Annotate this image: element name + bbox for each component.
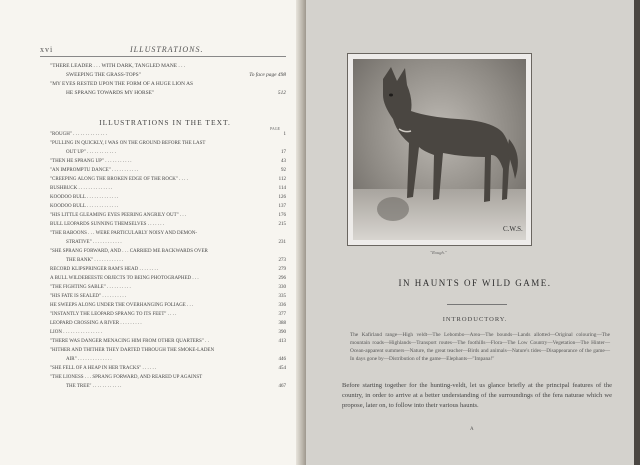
list-item-page: 335	[278, 294, 286, 299]
list-item-page: 413	[278, 339, 286, 344]
list-item-text: "AN IMPROMPTU DANCE" . . . . . . . . . . .	[50, 168, 139, 173]
list-item	[40, 311, 290, 320]
list-item-page: 112	[278, 177, 286, 182]
text-illustration-list	[40, 131, 290, 392]
list-item-text: LION . . . . . . . . . . . . . . . .	[50, 330, 102, 335]
list-item-page: 279	[278, 267, 286, 272]
list-item-page: 388	[278, 321, 286, 326]
list-item-text: HE SWEEPS ALONG UNDER THE OVERHANGING FOLIAGE . . .	[50, 303, 194, 308]
dog-illustration	[347, 53, 532, 246]
list-item	[40, 230, 290, 239]
list-item-text: OUT UP" . . . . . . . . . . . .	[66, 150, 116, 155]
dog-image	[353, 59, 526, 240]
list-item-text: RECORD KLIPSPRINGER RAM'S HEAD . . . . . . . .	[50, 267, 159, 272]
list-item	[40, 176, 290, 185]
left-page	[0, 0, 300, 465]
list-item-page: 1	[283, 132, 286, 137]
list-item	[40, 194, 290, 203]
list-item-text: HE SPRANG TOWARDS MY HORSE"	[66, 90, 155, 96]
list-item	[40, 347, 290, 356]
page-column-label: PAGE	[270, 126, 281, 131]
list-item-text: STRATIVE" . . . . . . . . . . . .	[66, 240, 122, 245]
list-item-page: 330	[278, 285, 286, 290]
list-item	[40, 266, 290, 275]
list-item-page: 512	[277, 90, 286, 96]
list-item	[40, 284, 290, 293]
list-item	[40, 212, 290, 221]
list-item-page: 17	[281, 150, 286, 155]
list-item-text: "THERE WAS DANGER MENACING HIM FROM OTHER QUARTERS" . .	[50, 339, 209, 344]
list-item-page: 454	[278, 366, 286, 371]
list-item	[40, 62, 290, 71]
list-item-text: THE TREE" . . . . . . . . . . . .	[66, 384, 122, 389]
list-item-text: KOODOO BULL . . . . . . . . . . . . .	[50, 195, 119, 200]
list-item-page: 176	[278, 213, 286, 218]
artist-initials: C.W.S.	[503, 225, 523, 233]
list-item	[40, 221, 290, 230]
list-item-page: 231	[278, 240, 286, 245]
list-item-text: LEOPARD CROSSING A RIVER . . . . . . . . .	[50, 321, 142, 326]
list-item-page: 114	[278, 186, 286, 191]
list-item	[40, 185, 290, 194]
list-item-page: 273	[278, 258, 286, 263]
list-item	[40, 158, 290, 167]
list-item-text: "THEN HE SPRANG UP" . . . . . . . . . . .	[50, 159, 132, 164]
page-edge-shadow	[634, 0, 640, 465]
page-number: xvi	[40, 45, 54, 54]
list-item-text: KOODOO BULL . . . . . . . . . . . . .	[50, 204, 119, 209]
list-item-page: 137	[278, 204, 286, 209]
list-item-text: "THE FIGHTING SABLE" . . . . . . . . . .	[50, 285, 131, 290]
list-item-page: 43	[281, 159, 286, 164]
intro-heading: INTRODUCTORY.	[442, 316, 508, 323]
list-item-page: 126	[278, 195, 286, 200]
list-item	[40, 248, 290, 257]
list-item-page: 336	[278, 303, 286, 308]
header-rule	[40, 56, 286, 57]
list-item-text: "SHE FELL OF A HEAP IN HER TRACKS" . . . . . .	[50, 366, 157, 371]
list-item-text: "CREEPING ALONG THE BROKEN EDGE OF THE ROCK" . . . .	[50, 177, 188, 182]
plate-list	[40, 62, 290, 98]
list-item-page: 467	[278, 384, 286, 389]
list-item	[40, 329, 290, 338]
list-item	[40, 80, 290, 89]
list-item-page: 215	[278, 222, 286, 227]
list-item	[40, 320, 290, 329]
list-item	[40, 302, 290, 311]
list-item-text: BUSHBUCK . . . . . . . . . . . . . .	[50, 186, 113, 191]
list-item-text: "HIS FATE IS SEALED" . . . . . . . . . .	[50, 294, 127, 299]
list-item-text: AIR" . . . . . . . . . . . . . .	[66, 357, 112, 362]
list-item	[40, 356, 290, 365]
list-item-text: "THERE LEADER . . . WITH DARK, TANGLED MANE . . .	[50, 63, 186, 69]
list-item-page: 296	[278, 276, 286, 281]
signature-mark: A	[470, 427, 474, 432]
body-paragraph: Before starting together for the hunting-veldt, let us glance briefly at the principal features of the country, in order to arrive at a better understanding of the surroundings of the fera naturae which we propose, later on, to follow into their various haunts.	[342, 382, 612, 409]
list-item	[40, 293, 290, 302]
list-item-page: To face page 498	[249, 72, 286, 78]
list-item-text: "PULLING IN QUICKLY, I WAS ON THE GROUND BEFORE THE LAST	[50, 141, 206, 146]
list-item	[40, 383, 290, 392]
list-item-text: "SHE SPRANG FORWARD, AND . . . CARRIED ME BACKWARDS OVER	[50, 249, 208, 254]
list-item-page: 92	[281, 168, 286, 173]
list-item-text: "MY EYES RESTED UPON THE FORM OF A HUGE LION AS	[50, 81, 193, 87]
list-item-page: 377	[278, 312, 286, 317]
list-item-text: BULL LEOPARDS SUNNING THEMSELVES . . . . . . .	[50, 222, 164, 227]
list-item	[40, 167, 290, 176]
list-item-text: A BULL WILDEBEESTE OBJECTS TO BEING PHOTOGRAPHED . . .	[50, 276, 199, 281]
list-item	[40, 71, 290, 80]
list-item-text: "ROUGH" . . . . . . . . . . . . . .	[50, 132, 107, 137]
title-rule	[447, 304, 507, 305]
list-item	[40, 338, 290, 347]
list-item	[40, 149, 290, 158]
chapter-synopsis: The Kafirland range—High veldt—The Lebombo—Area—The bounds—Lands allotted—Original colouring—The mountain roads—Highlands—Transport routes—The foothills—Flora—The Low Country—Vegetation—The Hinter—Ocean-apparent summers—Nature, the great teacher—Birds and animals—Nature's tides—Disappearance of the game—In days gone by—Distribution of the game—Elephants—"Impana!"	[350, 332, 610, 362]
list-item-text: "HIS LITTLE GLEAMING EYES PEERING ANGRILY OUT" . . .	[50, 213, 187, 218]
list-item-text: "HITHER AND THITHER THEY DARTED THROUGH THE SMOKE-LADEN	[50, 348, 215, 353]
running-title: ILLUSTRATIONS.	[130, 45, 204, 54]
illustration-caption: "Rough."	[430, 250, 447, 255]
list-item-page: 390	[278, 330, 286, 335]
list-item-text: "THE BABOONS . . . WERE PARTICULARLY NOISY AND DEMON-	[50, 231, 197, 236]
list-item	[40, 257, 290, 266]
list-item-text: "INSTANTLY THE LEOPARD SPRANG TO ITS FEET" . . . .	[50, 312, 177, 317]
list-item	[40, 374, 290, 383]
list-item-page: 446	[278, 357, 286, 362]
list-item	[40, 275, 290, 284]
list-item	[40, 239, 290, 248]
list-item	[40, 89, 290, 98]
list-item-text: THE BANK" . . . . . . . . . . . .	[66, 258, 124, 263]
chapter-title: IN HAUNTS OF WILD GAME.	[398, 278, 552, 288]
list-item	[40, 203, 290, 212]
list-item	[40, 131, 290, 140]
list-item-text: "THE LIONESS . . . SPRANG FORWARD, AND REARED UP AGAINST	[50, 375, 203, 380]
list-item	[40, 365, 290, 374]
list-item	[40, 140, 290, 149]
section-title: ILLUSTRATIONS IN THE TEXT.	[99, 118, 231, 127]
list-item-text: SWEEPING THE GRASS-TOPS"	[66, 72, 141, 78]
